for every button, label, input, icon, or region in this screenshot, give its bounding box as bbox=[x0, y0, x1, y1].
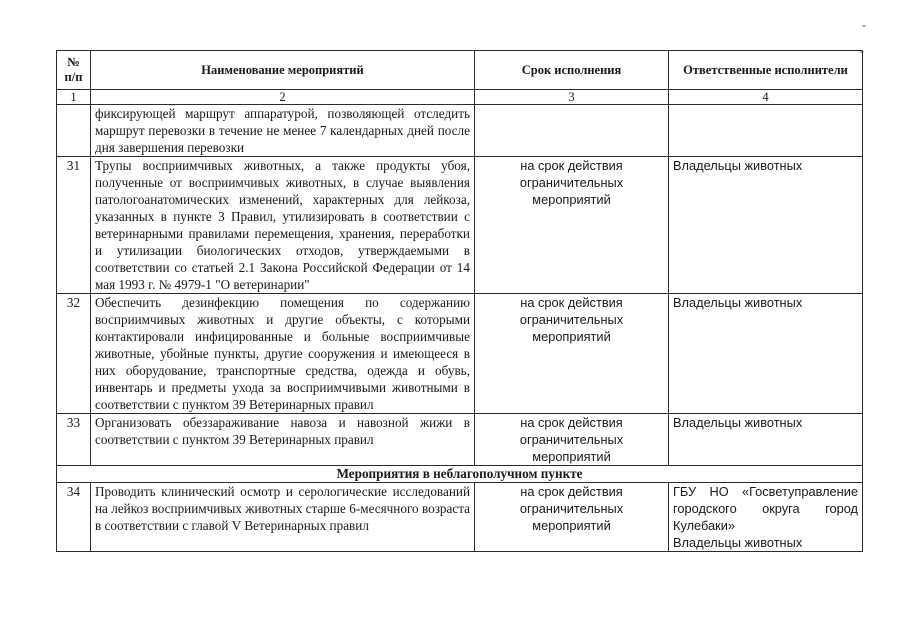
row-responsible: Владельцы животных bbox=[669, 157, 863, 294]
row-term: на срок действия ограничительных мероприятий bbox=[475, 294, 669, 414]
row-number bbox=[57, 105, 91, 157]
margin-mark-top: - bbox=[862, 18, 866, 32]
row-responsible: Владельцы животных bbox=[669, 414, 863, 466]
table-header-row bbox=[57, 51, 863, 90]
table-row bbox=[57, 157, 863, 294]
row-measure-text: Организовать обеззараживание навоза и навозной жижи в соответствии с пунктом 39 Ветеринарных правил bbox=[91, 414, 475, 466]
measures-table bbox=[56, 50, 863, 552]
row-term: на срок действия ограничительных мероприятий bbox=[475, 483, 669, 552]
row-term: на срок действия ограничительных мероприятий bbox=[475, 414, 669, 466]
section-row bbox=[57, 466, 863, 483]
section-title: Мероприятия в неблагополучном пункте bbox=[57, 466, 863, 483]
row-measure-text: Проводить клинический осмотр и серологические исследований на лейкоз восприимчивых животных старше 6-месячного возраста в соответствии с главой V Ветеринарных правил bbox=[91, 483, 475, 552]
column-number: 3 bbox=[475, 90, 669, 105]
row-term bbox=[475, 105, 669, 157]
row-measure-text: Трупы восприимчивых животных, а также продукты убоя, полученные от восприимчивых животных, в случае выявления патологоанатомических изменений, характерных для лейкоза, указанных в пункте 3 Правил, утилизировать в соответствии с ветеринарными правилами перемещения, хранения, переработки и утилизации биологических отходов, утверждаемыми в соответствии со статьей 2.1 Закона Российской Федерации от 14 мая 1993 г. № 4979-1 "О ветеринарии" bbox=[91, 157, 475, 294]
row-number: 31 bbox=[57, 157, 91, 294]
row-responsible bbox=[669, 105, 863, 157]
responsible-agency: ГБУ НО «Госветуправление городского округа город Кулебаки» bbox=[673, 484, 858, 533]
row-responsible: Владельцы животных bbox=[669, 294, 863, 414]
responsible-owners: Владельцы животных bbox=[673, 535, 803, 550]
header-responsible: Ответственные исполнители bbox=[669, 51, 863, 90]
margin-mark-right: - bbox=[860, 44, 864, 58]
table-row bbox=[57, 483, 863, 552]
column-number: 4 bbox=[669, 90, 863, 105]
row-number: 34 bbox=[57, 483, 91, 552]
table-row bbox=[57, 105, 863, 157]
header-num: № п/п bbox=[57, 51, 91, 90]
column-number: 2 bbox=[91, 90, 475, 105]
header-term: Срок исполнения bbox=[475, 51, 669, 90]
table-row bbox=[57, 414, 863, 466]
header-name: Наименование мероприятий bbox=[91, 51, 475, 90]
row-measure-text: Обеспечить дезинфекцию помещения по содержанию восприимчивых животных и другие объекты, с которыми контактировали инфицированные и больные восприимчивые животные, убойные пункты, другие сооружения и имеющееся в них оборудование, транспортные средства, одежда и обувь, инвентарь и предметы ухода за восприимчивыми животными в соответствии с пунктом 39 Ветеринарных правил bbox=[91, 294, 475, 414]
row-term: на срок действия ограничительных мероприятий bbox=[475, 157, 669, 294]
row-number: 33 bbox=[57, 414, 91, 466]
row-responsible bbox=[669, 483, 863, 552]
table-row bbox=[57, 294, 863, 414]
column-number-row bbox=[57, 90, 863, 105]
row-number: 32 bbox=[57, 294, 91, 414]
row-measure-text: фиксирующей маршрут аппаратурой, позволяющей отследить маршрут перевозки в течение не менее 7 календарных дней после дня завершения перевозки bbox=[91, 105, 475, 157]
column-number: 1 bbox=[57, 90, 91, 105]
